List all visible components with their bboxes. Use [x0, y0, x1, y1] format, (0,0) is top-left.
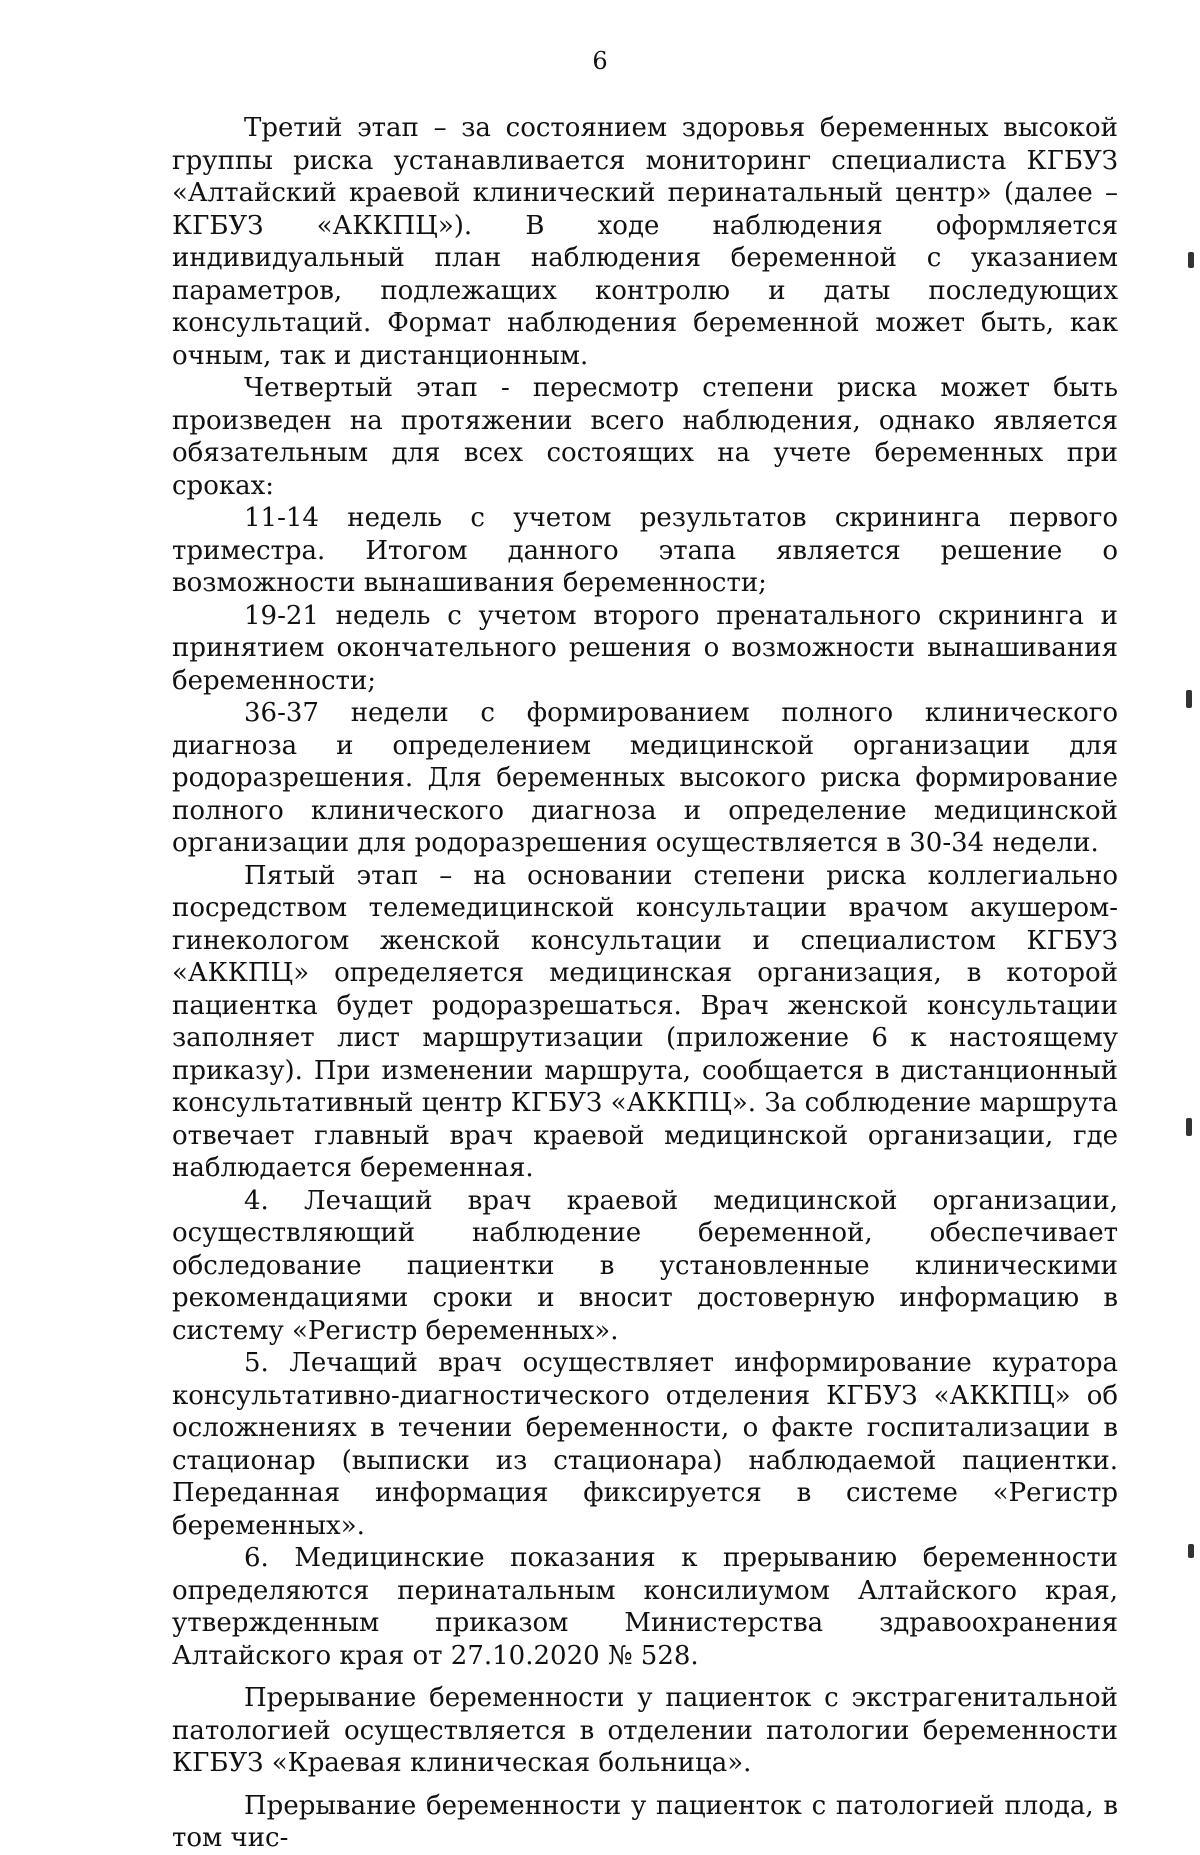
scan-mark — [1186, 1118, 1192, 1136]
paragraph-stage-four: Четвертый этап - пересмотр степени риска может быть произведен на протяжении всего наблюдения, однако является обязательным для всех состоящих на учете беременных при сроках: — [172, 373, 1118, 501]
scan-mark — [1188, 252, 1194, 268]
document-body — [172, 112, 1118, 1855]
paragraph-item-6: 6. Медицинские показания к прерыванию беременности определяются перинатальным консилиумом Алтайского края, утвержденным приказом Министерства здравоохранения Алтайского края от 27.10.2020 № 528. — [172, 1543, 1118, 1671]
paragraph-stage-five: Пятый этап – на основании степени риска коллегиально посредством телемедицинской консультации врачом акушером-гинекологом женской консультации и специалистом КГБУЗ «АККПЦ» определяется медицинская организация, в которой пациентка будет родоразрешаться. Врач женской консультации заполняет лист маршрутизации (приложение 6 к настоящему приказу). При изменении маршрута, сообщается в дистанционный консультативный центр КГБУЗ «АККПЦ». За соблюдение маршрута отвечает главный врач краевой медицинской организации, где наблюдается беременная. — [172, 860, 1118, 1183]
paragraph-termination-fetal: Прерывание беременности у пациенток с патологией плода, в том чис- — [172, 1790, 1118, 1853]
paragraph-weeks-19-21: 19-21 недель с учетом второго пренатального скрининга и принятием окончательного решения о возможности вынашивания беременности; — [172, 600, 1118, 696]
scan-mark — [1186, 690, 1192, 708]
paragraph-item-4: 4. Лечащий врач краевой медицинской организации, осуществляющий наблюдение беременной, обеспечивает обследование пациентки в установленные клиническими рекомендациями сроки и вносит достоверную информацию в систему «Регистр беременных». — [172, 1185, 1118, 1346]
paragraph-stage-three: Третий этап – за состоянием здоровья беременных высокой группы риска устанавливается мониторинг специалиста КГБУЗ «Алтайский краевой клинический перинатальный центр» (далее – КГБУЗ «АККПЦ»). В ходе наблюдения оформляется индивидуальный план наблюдения беременной с указанием параметров, подлежащих контролю и даты последующих консультаций. Формат наблюдения беременной может быть, как очным, так и дистанционным. — [172, 113, 1118, 371]
paragraph-termination-extragenital: Прерывание беременности у пациенток с экстрагенитальной патологией осуществляется в отделении патологии беременности КГБУЗ «Краевая клиническая больница». — [172, 1683, 1118, 1778]
paragraph-weeks-36-37: 36-37 недели с формированием полного клинического диагноза и определением медицинской организации для родоразрешения. Для беременных высокого риска формирование полного клинического диагноза и определение медицинской организации для родоразрешения осуществляется в 30-34 недели. — [172, 698, 1118, 858]
paragraph-item-5: 5. Лечащий врач осуществляет информирование куратора консультативно-диагностического отделения КГБУЗ «АККПЦ» об осложнениях в течении беременности, о факте госпитализации в стационар (выписки из стационара) наблюдаемой пациентки. Переданная информация фиксируется в системе «Регистр беременных». — [172, 1348, 1118, 1541]
scan-mark — [1188, 1544, 1194, 1558]
paragraph-weeks-11-14: 11-14 недель с учетом результатов скрининга первого триместра. Итогом данного этапа является решение о возможности вынашивания беременности; — [172, 503, 1118, 598]
page-number: 6 — [592, 47, 608, 75]
